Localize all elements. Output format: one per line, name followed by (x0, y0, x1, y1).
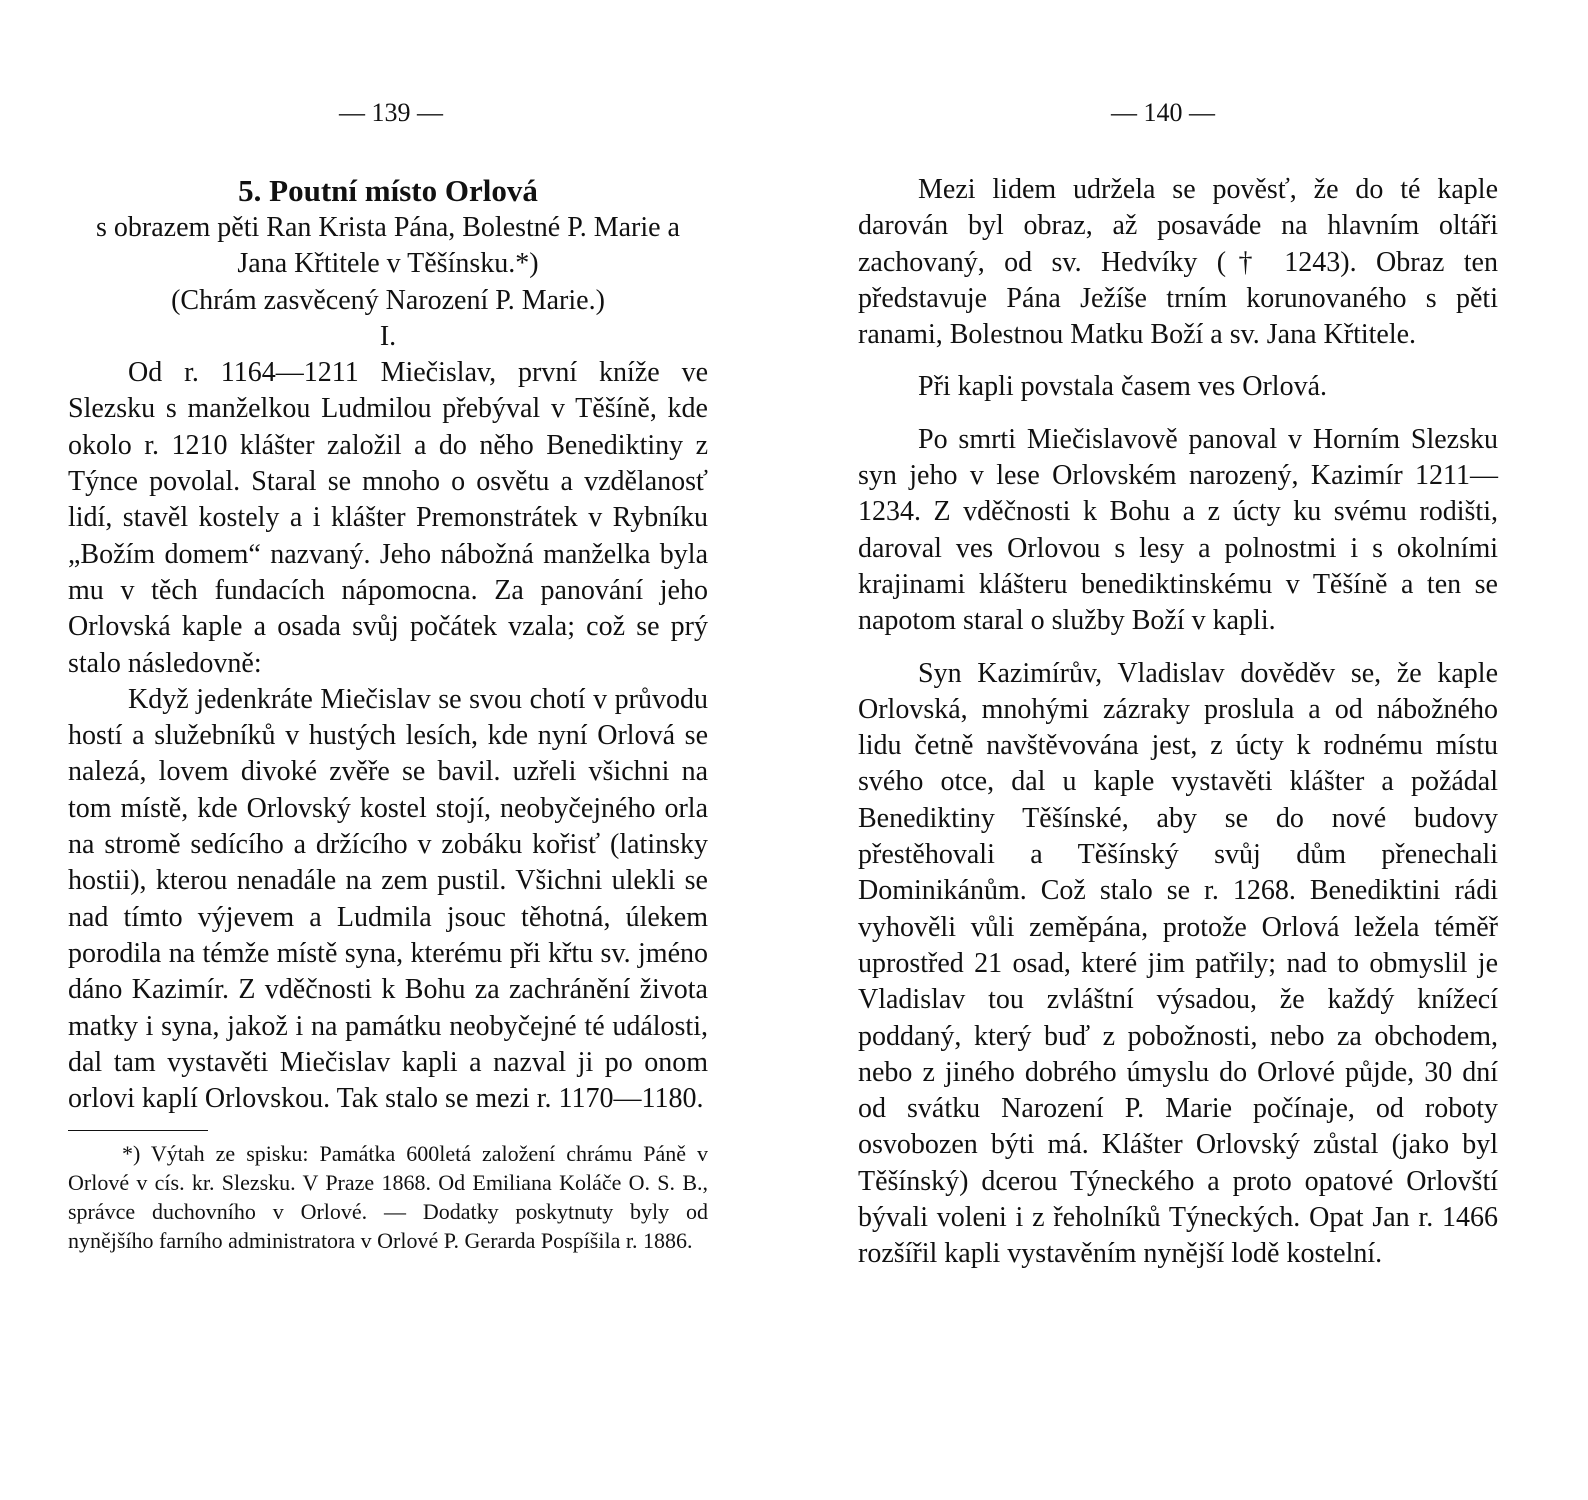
paragraph: Syn Kazimírův, Vladislav dověděv se, že kaple Orlovská, mnohými zázraky proslula a od nábožného lidu četně navštěvována jest, z úcty k rodnému místu svého otce, dal u kaple vystavěti klášter a požádal Benediktiny Těšínské, aby se do nové budovy přestěhovali a Těšínský svůj dům přenechali Dominikánům. Což stalo se r. 1268. Benediktini rádi vyhověli vůli zeměpána, protože Orlová ležela téměř uprostřed 21 osad, které jim patřily; nad to obmyslil je Vladislav tou zvláštní výsadou, že každý knížecí poddaný, který buď z pobožnosti, nebo za obchodem, nebo z jiného dobrého úmyslu do Orlové půjde, 30 dní od svátku Narození P. Marie počínaje, od roboty osvobozen býti má. Klášter Orlovský zůstal (jako byl Těšínský) dcerou Týneckého a proto opatové Orlovští bývali voleni i z řeholníků Týneckých. Opat Jan r. 1466 rozšířil kapli vystavěním nynější lodě kostelní. (858, 657, 1498, 1270)
dedication: (Chrám zasvěcený Narození P. Marie.) (171, 284, 605, 316)
paragraph: Když jedenkráte Miečislav se svou chotí v průvodu hostí a služebníků v hustých lesích, kde nyní Orlová se nalezá, lovem divoké zvěře se bavil. uzřeli všichni na tom místě, kde Orlovský kostel stojí, neobyčejného orla na stromě sedícího a držícího v zobáku kořisť (latinsky hostii), kterou nenadále na zem pustil. Všichni ulekli se nad tímto výjevem a Ludmila jsouc těhotná, úlekem porodila na témže místě syna, kterému při křtu sv. jméno dáno Kazimír. Z vděčnosti k Bohu za zachránění života matky i syna, jakož i na památku neobyčejné té události, dal tam vystavěti Miečislav kapli a nazval ji po onom orlovi kaplí Orlovskou. Tak stalo se mezi r. 1170—1180. (68, 683, 708, 1115)
paragraph: Mezi lidem udržela se pověsť, že do té kaple darován byl obraz, až posaváde na hlavním oltáři zachovaný, od sv. Hedvíky († 1243). Obraz ten představuje Pána Ježíše trním korunovaného s pěti ranami, Bolestnou Matku Boží a sv. Jana Křtitele. (858, 174, 1498, 351)
chapter-subtitle: s obrazem pěti Ran Krista Pána, Bolestné P. Marie a Jana Křtitele v Těšínsku.*) (96, 212, 680, 280)
paragraph: Po smrti Miečislavově panoval v Horním Slezsku syn jeho v lese Orlovském narozený, Kazimír 1211—1234. Z vděčnosti k Bohu a z úcty ku svému rodišti, daroval ves Orlovou s lesy a polnostmi i s okolními krajinami klášteru benediktinskému v Těšíně a ten se napotom staral o služby Boží v kapli. (858, 423, 1498, 637)
page-number: — 139 — (339, 98, 443, 127)
paragraph: Od r. 1164—1211 Miečislav, první kníže ve Slezsku s manželkou Ludmilou přebýval v Těšíně, kde okolo r. 1210 klášter založil a do něho Benediktiny z Týnce povolal. Staral se mnoho o osvětu a vzdělanosť lidí, stavěl kostely a i klášter Premonstrátek v Rybníku „Božím domem“ nazvaný. Jeho nábožná manželka byla mu v těch fundacích nápomocna. Za panování jeho Orlovská kaple a osada svůj počátek vzala; což se prý stalo následovně: (68, 357, 708, 679)
text-column (858, 172, 1498, 1273)
right-page (794, 0, 1588, 1500)
footnote-rule (68, 1130, 208, 1131)
section-number: I. (379, 320, 397, 352)
paragraph: Při kapli povstala časem ves Orlová. (918, 371, 1328, 403)
page-number: — 140 — (1111, 98, 1215, 127)
chapter-title: 5. Poutní místo Orlová (238, 173, 538, 208)
text-column (68, 172, 708, 1255)
footnote: *) Výtah ze spisku: Památka 600letá založení chrámu Páně v Orlové v cís. kr. Slezsku. V Praze 1868. Od Emiliana Koláče O. S. B., správce duchovního v Orlové. — Dodatky poskytnuty byly od nynějšího farního administratora v Orlové P. Gerarda Pospíšila r. 1886. (68, 1141, 708, 1254)
